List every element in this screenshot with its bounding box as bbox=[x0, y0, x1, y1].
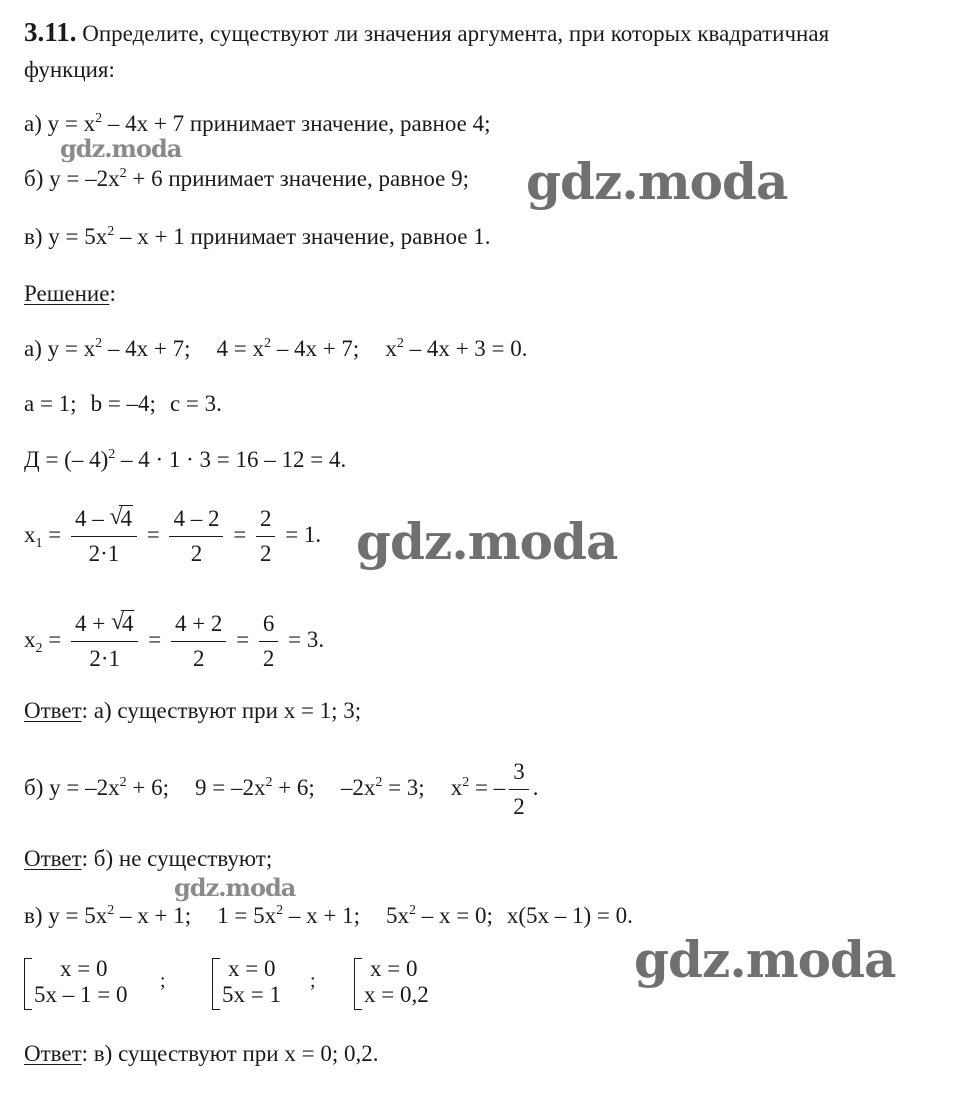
x1-fraction-3: $\frac{2}{2}$ bbox=[256, 505, 276, 568]
b-fraction: $\frac{3}{2}$ bbox=[509, 758, 529, 821]
answer-b: Ответ: б) не существуют; bbox=[24, 846, 273, 871]
answer-a: Ответ: а) существуют при x = 1; 3; bbox=[24, 698, 362, 723]
problem-statement bbox=[24, 18, 829, 48]
watermark: gdz.moda bbox=[60, 134, 182, 163]
part-a-x1: $x_1$ = 4 – √ 4 2·1 = $\frac{4 - 2}{2}$ = $\frac{2}{2}$ = 1. bbox=[24, 504, 322, 566]
bracket-icon bbox=[212, 958, 220, 1010]
watermark: gdz.moda bbox=[526, 152, 788, 211]
part-b-equations: б) $y = -2x^2 + 6$; $9 = -2x^2 + 6$; $-2x^2 = 3$; $x^2$ = – $\frac{3}{2}$ . bbox=[24, 759, 539, 819]
watermark: gdz.moda bbox=[356, 512, 618, 571]
bracket-icon bbox=[354, 958, 362, 1010]
x2-fraction-2: $\frac{4 + 2}{2}$ bbox=[171, 610, 226, 673]
sqrt-symbol: √ 4 bbox=[109, 504, 132, 531]
task-a: а) $y = x^2 - 4x + 7$ принимает значение, равное 4; bbox=[24, 111, 491, 136]
statement-line-1: Определите, существуют ли значения аргумента, при которых квадратичная bbox=[82, 21, 830, 46]
part-a-coefficients: a = 1; b = –4; c = 3. bbox=[24, 391, 222, 416]
problem-number: 3.11. bbox=[24, 17, 77, 47]
x2-fraction-1: 4 + √ 4 2·1 bbox=[71, 610, 138, 673]
bracket-icon bbox=[24, 958, 32, 1010]
task-c: в) $y = 5x^2 - x + 1$ принимает значение, равное 1. bbox=[24, 224, 491, 249]
part-a-discriminant: Д = (– 4)$^2$ – 4 · 1 · 3 = 16 – 12 = 4. bbox=[24, 447, 347, 472]
part-a-equations: а) $y = x^2 - 4x + 7$; $4 = x^2 - 4x + 7$; $x^2 - 4x + 3 = 0$. bbox=[24, 336, 528, 361]
watermark: gdz.moda bbox=[634, 930, 896, 989]
part-a-x2: $x_2$ = 4 + √ 4 2·1 = $\frac{4 + 2}{2}$ = $\frac{6}{2}$ = 3. bbox=[24, 609, 325, 671]
solution-label: Решение: bbox=[24, 281, 116, 306]
part-c-equations: в) $y = 5x^2 - x + 1$; $1 = 5x^2 - x + 1$; $5x^2 - x = 0$; x(5x – 1) = 0. bbox=[24, 903, 633, 928]
sqrt-symbol: √ 4 bbox=[110, 609, 134, 636]
answer-c: Ответ: в) существуют при x = 0; 0,2. bbox=[24, 1041, 379, 1066]
x2-fraction-3: $\frac{6}{2}$ bbox=[259, 610, 279, 673]
watermark: gdz.moda bbox=[174, 873, 296, 902]
x1-fraction-1: 4 – √ 4 2·1 bbox=[71, 505, 137, 568]
x1-fraction-2: $\frac{4 - 2}{2}$ bbox=[169, 505, 223, 568]
task-b: б) $y = -2x^2 + 6$ принимает значение, равное 9; bbox=[24, 166, 469, 191]
statement-line-2: функция: bbox=[24, 57, 115, 82]
